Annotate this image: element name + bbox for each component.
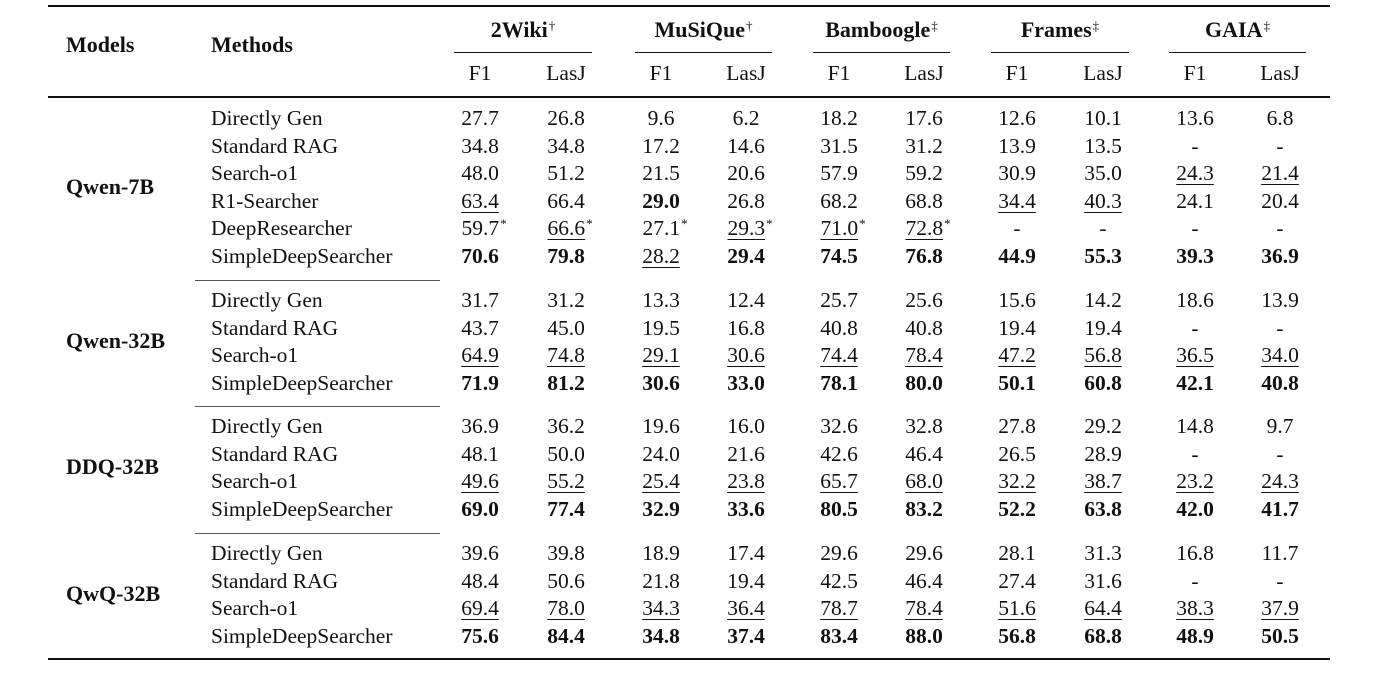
score-cell: 19.5: [642, 315, 680, 340]
score-cell: 50.1: [998, 370, 1036, 395]
score-cell: 71.9: [461, 370, 499, 395]
score-cell: 31.5: [820, 133, 858, 158]
score-cell: 12.4: [727, 288, 765, 312]
score-cell: 30.6: [727, 343, 765, 368]
score-cell: 57.9: [820, 161, 858, 186]
score-cell: 35.0: [1084, 161, 1122, 186]
footnote-mark: ‡: [1092, 18, 1100, 33]
score-cell: 16.0: [727, 414, 765, 438]
dataset-header-musique: [621, 16, 786, 44]
score-cell: 88.0: [905, 623, 943, 648]
score-cell: 29.4: [727, 244, 765, 268]
score-cell: 25.7: [820, 288, 858, 312]
score-cell: 33.6: [727, 496, 765, 521]
score-cell: 18.9: [642, 541, 680, 565]
dataset-name: Bamboogle: [825, 17, 931, 42]
model-label: Qwen-32B: [66, 328, 165, 354]
dataset-name: GAIA: [1205, 17, 1263, 42]
method-label: DeepResearcher: [211, 216, 352, 241]
score-cell: 30.9: [998, 161, 1036, 186]
score-cell: 49.6: [461, 469, 499, 494]
method-label: Directly Gen: [211, 414, 323, 438]
dataset-header-2wiki: [440, 16, 606, 44]
score-cell: 34.3: [642, 596, 680, 621]
models-header: Models: [66, 32, 135, 57]
score-cell: 36.5: [1176, 343, 1214, 368]
score-cell: 20.6: [727, 161, 765, 186]
score-cell: 71.0*: [820, 216, 866, 241]
score-cell: 12.6: [998, 106, 1036, 130]
metric-header-lasj: LasJ: [726, 61, 766, 85]
score-cell: 18.2: [820, 106, 858, 130]
metric-header-f1: F1: [1183, 61, 1207, 85]
score-cell: 78.0: [547, 596, 585, 621]
score-cell: 6.8: [1266, 106, 1294, 130]
score-cell: 70.6: [461, 244, 499, 268]
score-cell: 6.2: [732, 106, 760, 130]
model-label: DDQ-32B: [66, 454, 159, 480]
group-separator: [195, 406, 440, 407]
score-cell: 43.7: [461, 315, 499, 340]
score-cell: 78.4: [905, 596, 943, 621]
score-cell: 10.1: [1084, 106, 1122, 130]
score-cell: 69.0: [461, 496, 499, 521]
method-label: SimpleDeepSearcher: [211, 623, 393, 648]
score-cell: 50.6: [547, 568, 585, 593]
header-bottom-rule: [48, 96, 1330, 98]
score-cell: 16.8: [1176, 541, 1214, 565]
score-cell: 63.8: [1084, 496, 1122, 521]
score-cell: 38.3: [1176, 596, 1214, 621]
score-cell: -: [1276, 133, 1284, 158]
score-cell: 23.2: [1176, 469, 1214, 494]
dataset-name: Frames: [1020, 17, 1092, 42]
method-label: Standard RAG: [211, 133, 339, 158]
score-cell: 21.4: [1261, 161, 1299, 186]
score-cell: -: [1099, 216, 1107, 241]
footnote-mark: †: [548, 18, 556, 33]
score-cell: 21.5: [642, 161, 680, 186]
asterisk-mark: *: [500, 216, 507, 232]
score-cell: 84.4: [547, 623, 585, 648]
score-cell: 19.4: [1084, 315, 1122, 340]
metric-header-f1: F1: [1005, 61, 1029, 85]
score-cell: 36.4: [727, 596, 765, 621]
score-cell: -: [1191, 216, 1199, 241]
score-cell: 18.6: [1176, 288, 1214, 312]
metric-header-lasj: LasJ: [904, 61, 944, 85]
metric-header-lasj: LasJ: [1083, 61, 1123, 85]
score-cell: 51.6: [998, 596, 1036, 621]
score-cell: 47.2: [998, 343, 1036, 368]
dataset-cmidrule: [454, 52, 592, 53]
dataset-header-frames: [977, 16, 1143, 44]
asterisk-mark: *: [586, 216, 593, 232]
score-cell: 27.4: [998, 568, 1036, 593]
score-cell: 31.3: [1084, 541, 1122, 565]
score-cell: 37.9: [1261, 596, 1299, 621]
score-cell: 39.8: [547, 541, 585, 565]
metric-header-lasj: LasJ: [1260, 61, 1300, 85]
metric-header-f1: F1: [468, 61, 492, 85]
score-cell: 66.6*: [547, 216, 593, 241]
score-cell: 72.8*: [905, 216, 951, 241]
score-cell: 19.4: [998, 315, 1036, 340]
score-cell: 25.6: [905, 288, 943, 312]
score-cell: 20.4: [1261, 188, 1299, 213]
method-label: Directly Gen: [211, 106, 323, 130]
metric-header-f1: F1: [649, 61, 673, 85]
score-cell: 50.0: [547, 441, 585, 466]
score-cell: 44.9: [998, 244, 1036, 268]
score-cell: 29.1: [642, 343, 680, 368]
score-cell: 13.9: [1261, 288, 1299, 312]
score-cell: 68.8: [1084, 623, 1122, 648]
score-cell: 17.4: [727, 541, 765, 565]
score-cell: 75.6: [461, 623, 499, 648]
score-cell: 81.2: [547, 370, 585, 395]
score-cell: 30.6: [642, 370, 680, 395]
dataset-header-gaia: [1155, 16, 1320, 44]
method-label: Standard RAG: [211, 568, 339, 593]
score-cell: 48.1: [461, 441, 499, 466]
score-cell: -: [1191, 441, 1199, 466]
score-cell: 31.7: [461, 288, 499, 312]
score-cell: 38.7: [1084, 469, 1122, 494]
footnote-mark: ‡: [931, 18, 938, 33]
score-cell: -: [1191, 133, 1199, 158]
score-cell: 34.8: [461, 133, 499, 158]
score-cell: 52.2: [998, 496, 1036, 521]
score-cell: 13.9: [998, 133, 1036, 158]
score-cell: 42.5: [820, 568, 858, 593]
score-cell: -: [1276, 441, 1284, 466]
score-cell: 60.8: [1084, 370, 1122, 395]
score-cell: 34.4: [998, 188, 1036, 213]
score-cell: 50.5: [1261, 623, 1299, 648]
method-label: Search-o1: [211, 343, 299, 368]
score-cell: 13.3: [642, 288, 680, 312]
method-label: Search-o1: [211, 596, 299, 621]
score-cell: 83.2: [905, 496, 943, 521]
dataset-cmidrule: [1169, 52, 1306, 53]
method-label: SimpleDeepSearcher: [211, 244, 393, 268]
score-cell: 31.6: [1084, 568, 1122, 593]
top-rule: [48, 5, 1330, 7]
method-label: Search-o1: [211, 161, 299, 186]
score-cell: 34.8: [642, 623, 680, 648]
score-cell: 51.2: [547, 161, 585, 186]
score-cell: 32.6: [820, 414, 858, 438]
score-cell: 29.0: [642, 188, 680, 213]
score-cell: 55.2: [547, 469, 585, 494]
score-cell: 36.9: [461, 414, 499, 438]
score-cell: 27.1*: [642, 216, 688, 241]
score-cell: 64.4: [1084, 596, 1122, 621]
score-cell: 74.4: [820, 343, 858, 368]
score-cell: 78.4: [905, 343, 943, 368]
dataset-name: MuSiQue: [654, 17, 745, 42]
score-cell: 27.7: [461, 106, 499, 130]
metric-header-f1: F1: [827, 61, 851, 85]
bottom-rule: [48, 658, 1330, 660]
method-label: Directly Gen: [211, 288, 323, 312]
score-cell: 28.9: [1084, 441, 1122, 466]
score-cell: 40.8: [1261, 370, 1299, 395]
score-cell: 24.0: [642, 441, 680, 466]
score-cell: 17.2: [642, 133, 680, 158]
score-cell: 69.4: [461, 596, 499, 621]
score-cell: 76.8: [905, 244, 943, 268]
score-cell: 42.0: [1176, 496, 1214, 521]
score-cell: 24.3: [1176, 161, 1214, 186]
score-cell: 83.4: [820, 623, 858, 648]
model-label: QwQ-32B: [66, 581, 161, 607]
score-cell: 16.8: [727, 315, 765, 340]
score-cell: 77.4: [547, 496, 585, 521]
score-cell: 59.2: [905, 161, 943, 186]
score-cell: -: [1276, 315, 1284, 340]
score-cell: 24.1: [1176, 188, 1214, 213]
score-cell: 78.7: [820, 596, 858, 621]
score-cell: 29.6: [905, 541, 943, 565]
score-cell: 80.5: [820, 496, 858, 521]
dataset-cmidrule: [991, 52, 1129, 53]
score-cell: 42.1: [1176, 370, 1214, 395]
score-cell: 48.9: [1176, 623, 1214, 648]
asterisk-mark: *: [859, 216, 866, 232]
score-cell: 9.6: [647, 106, 675, 130]
dataset-name: 2Wiki: [490, 17, 548, 42]
score-cell: 32.2: [998, 469, 1036, 494]
score-cell: 26.5: [998, 441, 1036, 466]
footnote-mark: ‡: [1263, 18, 1270, 33]
score-cell: 40.3: [1084, 188, 1122, 213]
score-cell: 66.4: [547, 188, 585, 213]
score-cell: 56.8: [998, 623, 1036, 648]
score-cell: 40.8: [905, 315, 943, 340]
score-cell: 41.7: [1261, 496, 1299, 521]
score-cell: 14.8: [1176, 414, 1214, 438]
score-cell: 36.9: [1261, 244, 1299, 268]
score-cell: 28.2: [642, 244, 680, 268]
score-cell: 46.4: [905, 441, 943, 466]
score-cell: 34.8: [547, 133, 585, 158]
score-cell: 13.5: [1084, 133, 1122, 158]
method-label: Standard RAG: [211, 315, 339, 340]
score-cell: 46.4: [905, 568, 943, 593]
method-label: SimpleDeepSearcher: [211, 370, 393, 395]
score-cell: 37.4: [727, 623, 765, 648]
score-cell: 45.0: [547, 315, 585, 340]
score-cell: 17.6: [905, 106, 943, 130]
metric-header-lasj: LasJ: [546, 61, 586, 85]
score-cell: 14.6: [727, 133, 765, 158]
score-cell: 15.6: [998, 288, 1036, 312]
score-cell: 78.1: [820, 370, 858, 395]
score-cell: 68.0: [905, 469, 943, 494]
group-separator: [195, 533, 440, 534]
score-cell: 42.6: [820, 441, 858, 466]
score-cell: -: [1013, 216, 1021, 241]
score-cell: 59.7*: [461, 216, 507, 241]
score-cell: 63.4: [461, 188, 499, 213]
score-cell: 39.3: [1176, 244, 1214, 268]
score-cell: -: [1191, 315, 1199, 340]
score-cell: 29.2: [1084, 414, 1122, 438]
score-cell: 26.8: [727, 188, 765, 213]
asterisk-mark: *: [681, 216, 688, 232]
score-cell: 56.8: [1084, 343, 1122, 368]
method-label: R1-Searcher: [211, 188, 319, 213]
asterisk-mark: *: [944, 216, 951, 232]
score-cell: 80.0: [905, 370, 943, 395]
score-cell: 74.8: [547, 343, 585, 368]
score-cell: 68.8: [905, 188, 943, 213]
score-cell: 68.2: [820, 188, 858, 213]
score-cell: 9.7: [1266, 414, 1294, 438]
score-cell: 14.2: [1084, 288, 1122, 312]
score-cell: 13.6: [1176, 106, 1214, 130]
score-cell: 40.8: [820, 315, 858, 340]
score-cell: 23.8: [727, 469, 765, 494]
score-cell: 36.2: [547, 414, 585, 438]
asterisk-mark: *: [766, 216, 773, 232]
score-cell: -: [1276, 216, 1284, 241]
score-cell: -: [1191, 568, 1199, 593]
score-cell: 79.8: [547, 244, 585, 268]
score-cell: 19.4: [727, 568, 765, 593]
score-cell: 11.7: [1261, 541, 1299, 565]
score-cell: 74.5: [820, 244, 858, 268]
methods-header: Methods: [211, 32, 293, 57]
score-cell: 39.6: [461, 541, 499, 565]
model-label: Qwen-7B: [66, 173, 154, 199]
method-label: Search-o1: [211, 469, 299, 494]
score-cell: 27.8: [998, 414, 1036, 438]
score-cell: 32.9: [642, 496, 680, 521]
score-cell: 26.8: [547, 106, 585, 130]
score-cell: 31.2: [547, 288, 585, 312]
score-cell: 33.0: [727, 370, 765, 395]
score-cell: 48.0: [461, 161, 499, 186]
score-cell: 32.8: [905, 414, 943, 438]
score-cell: 48.4: [461, 568, 499, 593]
dataset-cmidrule: [813, 52, 950, 53]
score-cell: 55.3: [1084, 244, 1122, 268]
footnote-mark: †: [745, 18, 753, 33]
score-cell: 21.8: [642, 568, 680, 593]
score-cell: 24.3: [1261, 469, 1299, 494]
method-label: Directly Gen: [211, 541, 323, 565]
score-cell: 31.2: [905, 133, 943, 158]
dataset-header-bamboogle: [799, 16, 964, 44]
score-cell: 64.9: [461, 343, 499, 368]
dataset-cmidrule: [635, 52, 772, 53]
score-cell: 21.6: [727, 441, 765, 466]
score-cell: 29.3*: [727, 216, 773, 241]
score-cell: 29.6: [820, 541, 858, 565]
score-cell: -: [1276, 568, 1284, 593]
method-label: Standard RAG: [211, 441, 339, 466]
group-separator: [195, 280, 440, 281]
score-cell: 65.7: [820, 469, 858, 494]
score-cell: 25.4: [642, 469, 680, 494]
method-label: SimpleDeepSearcher: [211, 496, 393, 521]
score-cell: 19.6: [642, 414, 680, 438]
score-cell: 28.1: [998, 541, 1036, 565]
score-cell: 34.0: [1261, 343, 1299, 368]
